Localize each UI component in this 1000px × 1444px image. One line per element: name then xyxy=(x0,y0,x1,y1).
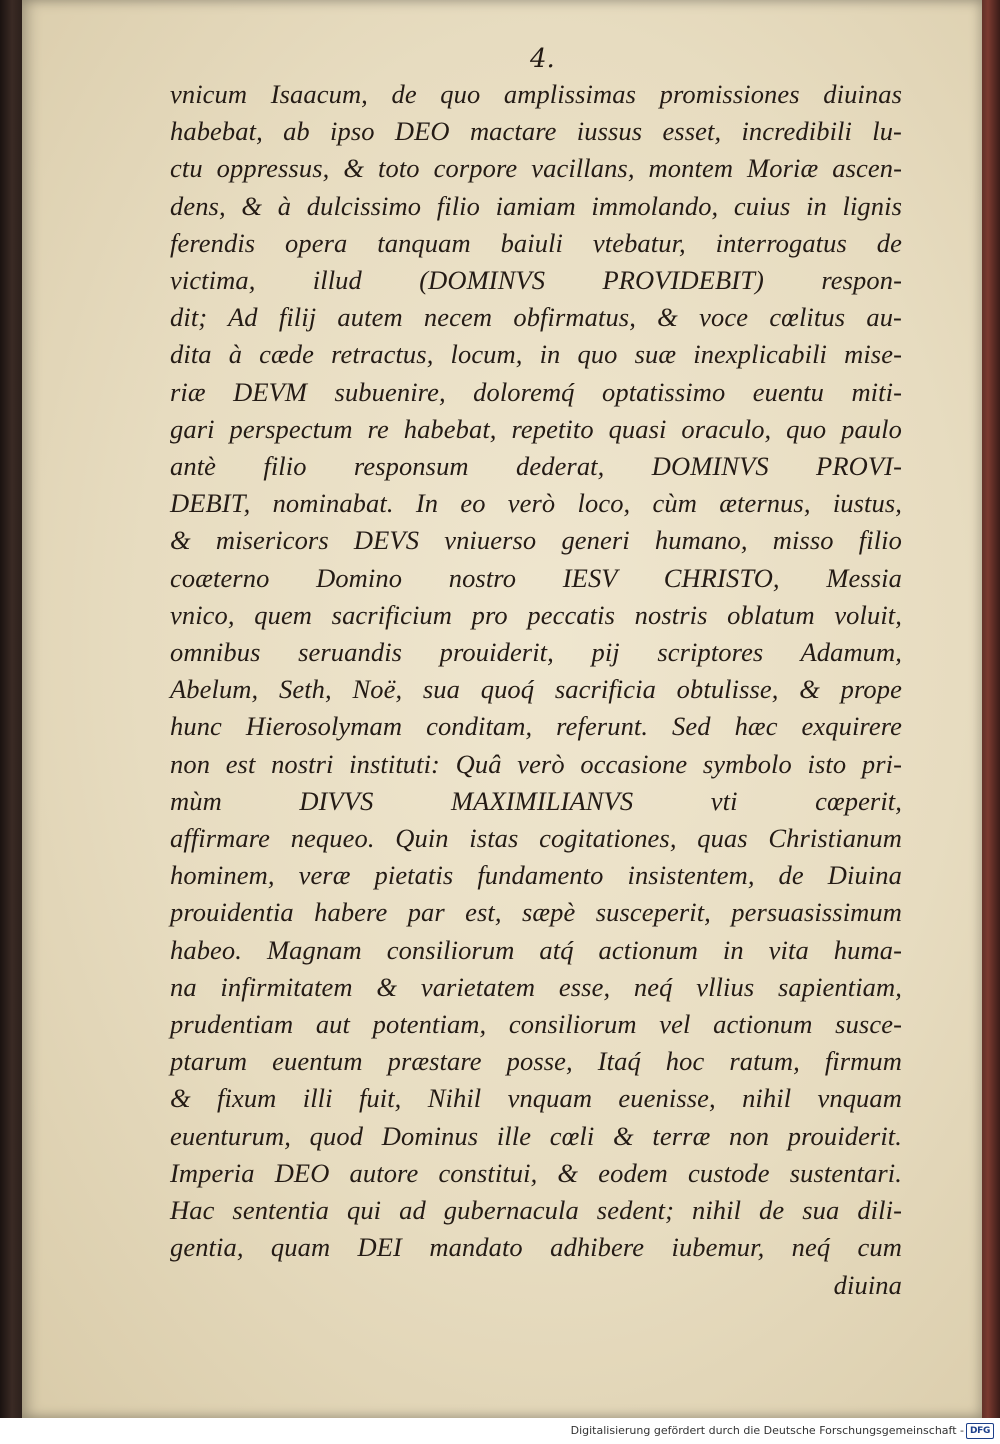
text-line: omnibus seruandis prouiderit, pij scriptores Adamum, xyxy=(170,637,902,668)
text-line: habeo. Magnam consiliorum atq́ actionum in vita huma- xyxy=(170,934,902,965)
text-line: dita à cæde retractus, locum, in quo suæ inexplicabili mise- xyxy=(170,339,902,370)
text-line: Imperia DEO autore constitui, & eodem custode sustentari. xyxy=(170,1157,902,1188)
text-line: vnicum Isaacum, de quo amplissimas promissiones diuinas xyxy=(170,79,902,109)
text-line: DEBIT, nominabat. In eo verò loco, cùm æternus, iustus, xyxy=(170,488,902,519)
catchword: diuina xyxy=(833,1269,902,1300)
text-line: non est nostri instituti: Quâ verò occasione symbolo isto pri- xyxy=(170,748,902,779)
body-text xyxy=(170,76,902,1304)
dfg-logo-icon: DFG xyxy=(966,1423,994,1439)
text-line: hominem, veræ pietatis fundamento insistentem, de Diuina xyxy=(170,860,902,891)
page-edge xyxy=(980,0,1000,1418)
text-line: riæ DEVM subuenire, doloremq́ optatissimo euentu miti- xyxy=(170,376,902,407)
text-line: ferendis opera tanquam baiuli vtebatur, interrogatus de xyxy=(170,227,902,258)
text-line: habebat, ab ipso DEO mactare iussus esset, incredibili lu- xyxy=(170,116,902,147)
text-line: & fixum illi fuit, Nihil vnquam euenisse, nihil vnquam xyxy=(170,1083,902,1114)
book-page xyxy=(22,0,982,1418)
text-line: gari perspectum re habebat, repetito quasi oraculo, quo paulo xyxy=(170,413,902,444)
text-line: & misericors DEVS vniuerso generi humano, misso filio xyxy=(170,525,902,556)
text-line: hunc Hierosolymam conditam, referunt. Sed hæc exquirere xyxy=(170,711,902,742)
page-number: 4. xyxy=(530,44,555,74)
text-line: dit; Ad filij autem necem obfirmatus, & voce cœlitus au- xyxy=(170,302,902,333)
text-line: Hac sententia qui ad gubernacula sedent; nihil de sua dili- xyxy=(170,1195,902,1226)
text-line: gentia, quam DEI mandato adhibere iubemur, neq́ cum xyxy=(170,1232,902,1263)
text-line: affirmare nequeo. Quin istas cogitationes, quas Christianum xyxy=(170,823,902,854)
text-line: dens, & à dulcissimo filio iamiam immolando, cuius in lignis xyxy=(170,190,902,221)
text-line: antè filio responsum dederat, DOMINVS PROVI- xyxy=(170,451,902,482)
footer-bar xyxy=(0,1418,1000,1444)
text-line: vnico, quem sacrificium pro peccatis nostris oblatum voluit, xyxy=(170,599,902,630)
text-line: prudentiam aut potentiam, consiliorum vel actionum susce- xyxy=(170,1009,902,1040)
text-line: ctu oppressus, & toto corpore vacillans, montem Moriæ ascen- xyxy=(170,153,902,184)
text-line: victima, illud (DOMINVS PROVIDEBIT) respon- xyxy=(170,265,902,296)
text-line: euenturum, quod Dominus ille cœli & terræ non prouiderit. xyxy=(170,1120,902,1151)
text-line: coæterno Domino nostro IESV CHRISTO, Messia xyxy=(170,562,902,593)
text-line: ptarum euentum præstare posse, Itaq́ hoc ratum, firmum xyxy=(170,1046,902,1077)
text-line: mùm DIVVS MAXIMILIANVS vti cœperit, xyxy=(170,785,902,816)
text-line: prouidentia habere par est, sæpè susceperit, persuasissimum xyxy=(170,897,902,928)
text-line: na infirmitatem & varietatem esse, neq́ vllius sapientiam, xyxy=(170,971,902,1002)
text-line: Abelum, Seth, Noë, sua quoq́ sacrificia obtulisse, & prope xyxy=(170,674,902,705)
binding-edge xyxy=(0,0,24,1418)
funding-credit: Digitalisierung gefördert durch die Deutsche Forschungsgemeinschaft - xyxy=(570,1424,964,1437)
